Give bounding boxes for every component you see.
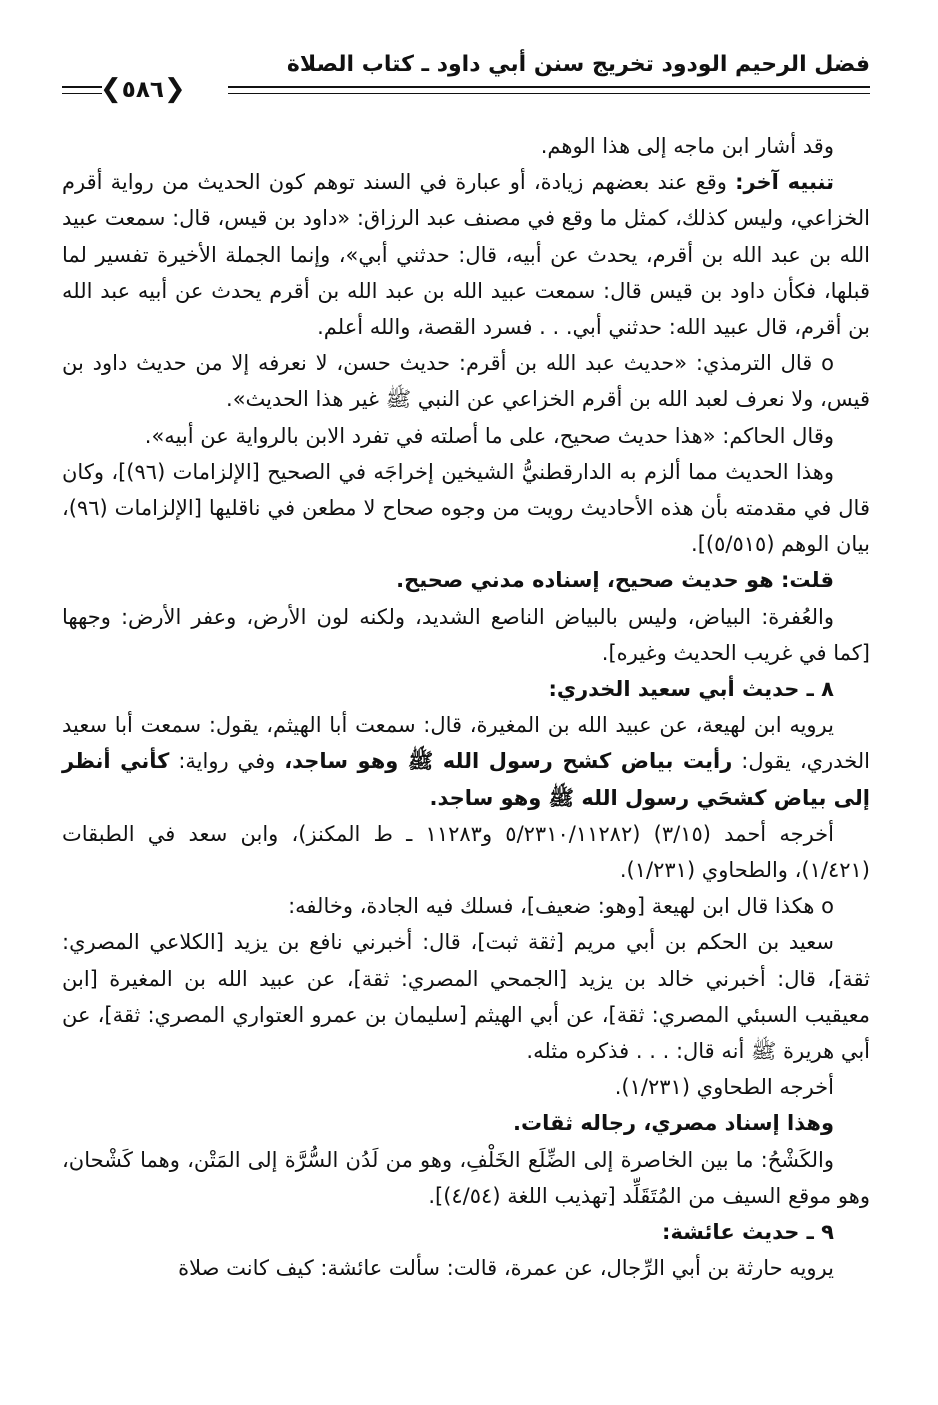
paragraph-text: o قال الترمذي: «حديث عبد الله بن أقرم: حديث حسن، لا نعرفه إلا من حديث داود بن قيس، ولا نعرف لعبد الله بن أقرم الخزاعي عن النبي ﷺ غير هذا الحديث». bbox=[62, 351, 870, 412]
paragraph bbox=[62, 599, 870, 671]
paragraph-text: يرويه حارثة بن أبي الرِّجال، عن عمرة، قالت: سألت عائشة: كيف كانت صلاة bbox=[178, 1256, 834, 1281]
page-body bbox=[62, 128, 870, 1287]
page-number-ornament bbox=[90, 70, 196, 108]
section-heading bbox=[62, 671, 870, 707]
paragraph bbox=[62, 454, 870, 563]
paragraph-lead: تنبيه آخر: bbox=[735, 170, 834, 195]
paragraph bbox=[62, 562, 870, 598]
paragraph bbox=[62, 1142, 870, 1214]
paragraph-text: وقال الحاكم: «هذا حديث صحيح، على ما أصلته في تفرد الابن بالرواية عن أبيه». bbox=[144, 423, 834, 448]
hadith-matn: كأني أنظر إلى بياض كشحَي رسول الله ﷺ وهو ساجد. bbox=[62, 749, 870, 810]
paragraph bbox=[62, 418, 870, 454]
paragraph-text: أخرجه الطحاوي (١/٢٣١). bbox=[614, 1075, 834, 1100]
paragraph bbox=[62, 1105, 870, 1141]
paragraph bbox=[62, 164, 870, 345]
verdict-text: قلت: هو حديث صحيح، إسناده مدني صحيح. bbox=[396, 568, 834, 593]
paragraph-text: يرويه ابن لهيعة، عن عبيد الله بن المغيرة، قال: سمعت أبا الهيثم، يقول: سمعت أبا سعيد الخدري، يقول: bbox=[62, 713, 870, 774]
paragraph bbox=[62, 707, 870, 816]
paragraph-text: وقد أشار ابن ماجه إلى هذا الوهم. bbox=[540, 134, 834, 158]
paragraph bbox=[62, 888, 870, 924]
section-heading-text: ٨ ـ حديث أبي سعيد الخدري: bbox=[548, 677, 834, 702]
paragraph-text: وقع عند بعضهم زيادة، أو عبارة في السند توهم كون الحديث من رواية أقرم الخزاعي، وليس كذلك، كمثل ما وقع في مصنف عبد الرزاق: «داود بن قيس، قال: سمعت عبيد الله بن عبد الله بن أقرم، يحدث عن أبيه، قال: حدثني أبي»، وإنما الجملة الأخيرة تفسير لما قبلها، فكأن داود بن قيس قال: سمعت عبيد الله بن عبد الله بن أقرم يحدث عن أبيه عبد الله بن أقرم، قال عبيد الله: حدثني أبي. . . فسرد القصة، والله أعلم. bbox=[62, 170, 870, 340]
running-title: فضل الرحيم الودود تخريج سنن أبي داود ـ كتاب الصلاة bbox=[286, 52, 870, 77]
paragraph bbox=[62, 345, 870, 417]
section-heading-text: ٩ ـ حديث عائشة: bbox=[662, 1220, 834, 1245]
paragraph-text: أخرجه أحمد (٣/١٥) (٥/٢٣١٠/١١٢٨٢ و١١٢٨٣ ـ ط المكنز)، وابن سعد في الطبقات (١/٤٢١)، والطحاوي (١/٢٣١). bbox=[62, 821, 870, 883]
paragraph bbox=[62, 1069, 870, 1105]
ornament-bracket-left: ❯ bbox=[100, 74, 122, 104]
paragraph bbox=[62, 1250, 870, 1286]
header-rule-long bbox=[228, 86, 870, 94]
hadith-matn: رأيت بياض كشح رسول الله ﷺ وهو ساجد، bbox=[284, 749, 733, 774]
paragraph-text: o هكذا قال ابن لهيعة [وهو: ضعيف]، فسلك فيه الجادة، وخالفه: bbox=[288, 894, 834, 919]
paragraph bbox=[62, 128, 870, 164]
page-header bbox=[62, 50, 870, 128]
paragraph-text: وهذا الحديث مما ألزم به الدارقطنيُّ الشيخين إخراجَه في الصحيح [الإلزامات (٩٦)]، وكان قال في مقدمته بأن هذه الأحاديث رويت من وجوه صحاح لا مطعن في ناقليها [الإلزامات (٩٦)، بيان الوهم (٥/٥١٥)]. bbox=[62, 459, 870, 557]
header-rule-short bbox=[62, 86, 102, 94]
paragraph-text: والكَشْحُ: ما بين الخاصرة إلى الضِّلَع الخَلْفِ، وهو من لَدُن السُّرَّة إلى المَتْن، وهما كَشْحان، وهو موقع السيف من المُتَقَلِّد [تهذيب اللغة (٤/٥٤)]. bbox=[62, 1147, 870, 1208]
paragraph-text: وفي رواية: bbox=[169, 749, 285, 774]
verdict-text: وهذا إسناد مصري، رجاله ثقات. bbox=[513, 1111, 834, 1136]
paragraph-text: والعُفرة: البياض، وليس بالبياض الناصع الشديد، ولكنه لون الأرض، وعفر الأرض: وجهها [كما في غريب الحديث وغيره]. bbox=[62, 604, 870, 665]
paragraph-text: سعيد بن الحكم بن أبي مريم [ثقة ثبت]، قال: أخبرني نافع بن يزيد [الكلاعي المصري: ثقة]، قال: أخبرني خالد بن يزيد [الجمحي المصري: ثقة]، عن عبيد الله بن المغيرة [ابن معيقيب السبئي المصري: ثقة]، عن أبي الهيثم [سليمان بن عمرو العتواري المصري: ثقة]، عن أبي هريرة ﷺ أنه قال: . . . فذكره مثله. bbox=[62, 930, 870, 1064]
paragraph bbox=[62, 924, 870, 1069]
section-heading bbox=[62, 1214, 870, 1250]
ornament-bracket-right: ❮ bbox=[163, 74, 186, 104]
page-number: ٥٨٦ bbox=[121, 77, 164, 103]
paragraph bbox=[62, 816, 870, 888]
